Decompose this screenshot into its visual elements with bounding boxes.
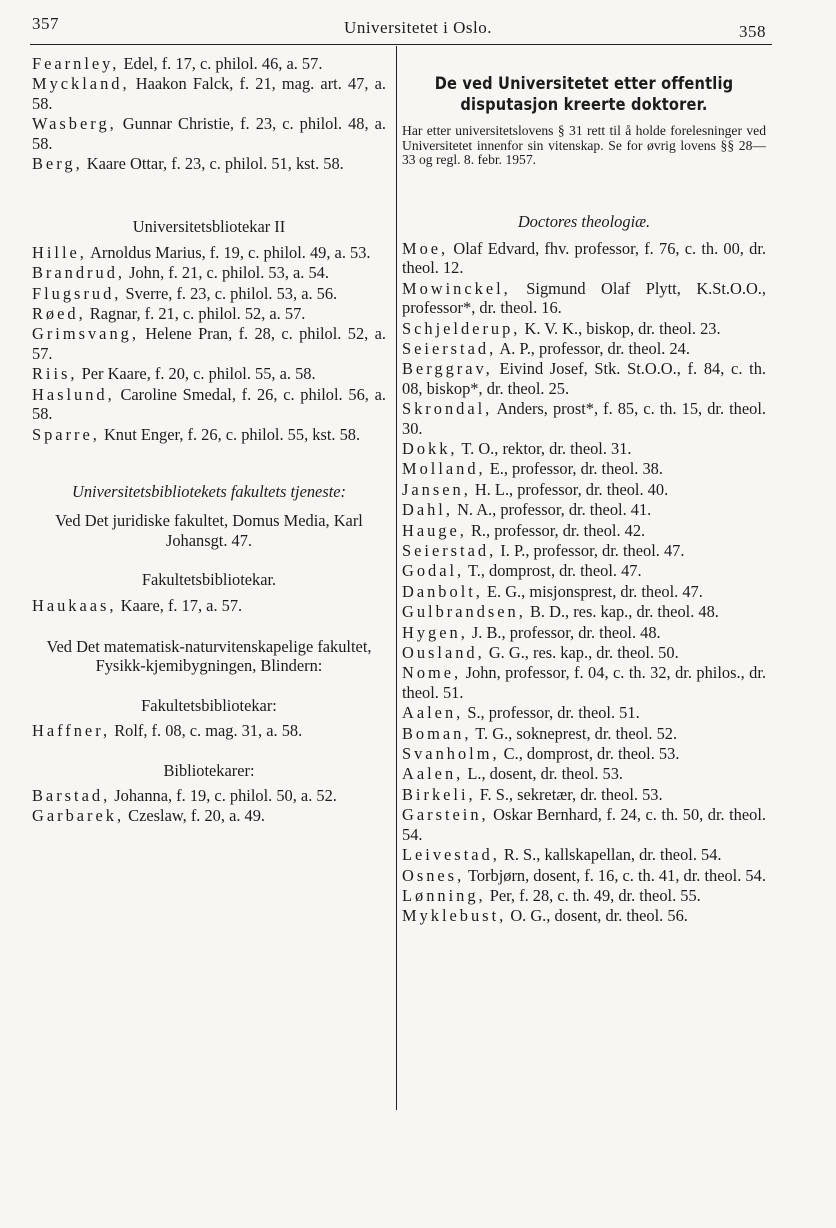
- person-name: Myklebust,: [402, 906, 507, 926]
- list-item: Fearnley, Edel, f. 17, c. philol. 46, a. 57.: [32, 54, 323, 73]
- doctors-intro: Har etter universitetslovens § 31 rett til å holde forelesninger ved Universitetet innenfor sin vitenskap. Se for øvrig lovens §§ 28—33 og regl. 8. febr. 1957.: [402, 123, 766, 167]
- person-name: Danbolt,: [402, 581, 483, 601]
- person-name: Osnes,: [402, 865, 465, 885]
- entry-list-mid: [32, 243, 386, 444]
- person-name: Røed,: [32, 304, 86, 324]
- column-divider: [396, 46, 397, 1110]
- person-name: Svanholm,: [402, 744, 500, 764]
- person-name: Berggrav,: [402, 359, 493, 379]
- person-name: Myckland,: [32, 74, 130, 94]
- list-item: Seierstad, I. P., professor, dr. theol. 47.: [402, 541, 685, 560]
- matematisk-fakultet-location: Ved Det matematisk-naturvitenskapelige fakultet, Fysikk-kjemibygningen, Blindern:: [46, 636, 372, 676]
- list-item: Myckland, Haakon Falck, f. 21, mag. art. 47, a. 58.: [32, 74, 386, 113]
- person-name: Moe,: [402, 238, 449, 258]
- list-item: Berggrav, Eivind Josef, Stk. St.O.O., f. 84, c. th. 08, biskop*, dr. theol. 25.: [402, 359, 766, 398]
- person-name: Boman,: [402, 723, 472, 743]
- list-item: Riis, Per Kaare, f. 20, c. philol. 55, a. 58.: [32, 364, 316, 384]
- person-name: Seierstad,: [402, 338, 497, 358]
- list-item: Godal, T., domprost, dr. theol. 47.: [402, 561, 642, 581]
- juridiske-fakultet-location: Ved Det juridiske fakultet, Domus Media, Karl Johansgt. 47.: [55, 511, 363, 550]
- person-name: Dahl,: [402, 500, 453, 520]
- fakultetsbibliotekar-title: Fakultetsbibliotekar.: [141, 570, 277, 590]
- person-name: Jansen,: [402, 479, 471, 499]
- person-name: Haffner,: [32, 721, 111, 741]
- list-item: Haslund, Caroline Smedal, f. 26, c. philol. 56, a. 58.: [32, 384, 386, 424]
- fakultetsbibliotekar-title-2: Fakultetsbibliotekar:: [141, 695, 277, 715]
- page-number-left: 357: [32, 14, 59, 33]
- list-item: Molland, E., professor, dr. theol. 38.: [402, 459, 663, 479]
- person-name: Mowinckel,: [402, 278, 511, 298]
- list-item: Birkeli, F. S., sekretær, dr. theol. 53.: [402, 784, 663, 804]
- list-item: Ousland, G. G., res. kap., dr. theol. 50.: [402, 643, 679, 663]
- person-name: Wasberg,: [32, 114, 117, 134]
- person-name: Seierstad,: [402, 541, 497, 560]
- list-item: Grimsvang, Helene Pran, f. 28, c. philol. 52, a. 57.: [32, 324, 386, 363]
- list-item: Hauge, R., professor, dr. theol. 42.: [402, 520, 646, 540]
- entry-list-bottom: [32, 786, 386, 826]
- list-item: Moe, Olaf Edvard, fhv. professor, f. 76, c. th. 00, dr. theol. 12.: [402, 238, 766, 278]
- person-name: Dokk,: [402, 438, 458, 458]
- person-name: Sparre,: [32, 424, 100, 444]
- person-name: Berg,: [32, 154, 83, 174]
- list-item: Garbarek, Czeslaw, f. 20, a. 49.: [32, 806, 266, 826]
- list-item: Aalen, L., dosent, dr. theol. 53.: [402, 764, 624, 784]
- list-item: Seierstad, A. P., professor, dr. theol. 24.: [402, 338, 690, 358]
- list-item: Dahl, N. A., professor, dr. theol. 41.: [402, 500, 652, 520]
- bibliotekarer-title: Bibliotekarer:: [163, 760, 255, 780]
- person-name: Riis,: [32, 364, 78, 384]
- person-name: Flugsrud,: [32, 283, 122, 303]
- list-item: Myklebust, O. G., dosent, dr. theol. 56.: [402, 906, 688, 926]
- list-item: Wasberg, Gunnar Christie, f. 23, c. philol. 48, a. 58.: [32, 114, 386, 153]
- person-name: Aalen,: [402, 703, 464, 723]
- left-column: [32, 54, 386, 826]
- person-name: Skrondal,: [402, 399, 493, 419]
- list-item: Røed, Ragnar, f. 21, c. philol. 52, a. 57.: [32, 304, 306, 324]
- person-name: Brandrud,: [32, 263, 126, 283]
- list-item: Danbolt, E. G., misjonsprest, dr. theol. 47.: [402, 581, 703, 601]
- person-name: Godal,: [402, 561, 465, 581]
- doctors-heading: De ved Universitetet etter offentlig disputasjon kreerte doktorer.: [434, 74, 734, 115]
- list-item: Skrondal, Anders, prost*, f. 85, c. th. 15, dr. theol. 30.: [402, 399, 766, 438]
- person-name: Birkeli,: [402, 784, 476, 804]
- list-item: Lønning, Per, f. 28, c. th. 49, dr. theol. 55.: [402, 885, 701, 905]
- person-name: Schjelderup,: [402, 318, 521, 338]
- person-name: Hauge,: [402, 520, 467, 540]
- person-name: Gulbrandsen,: [402, 602, 526, 622]
- person-name: Leivestad,: [402, 845, 500, 865]
- page-number-right: 358: [739, 22, 766, 41]
- list-item: Sparre, Knut Enger, f. 26, c. philol. 55, kst. 58.: [32, 424, 361, 444]
- list-item: Aalen, S., professor, dr. theol. 51.: [402, 703, 640, 723]
- person-name: Haslund,: [32, 384, 115, 404]
- section-title-bibliotekar-ii: Universitetsbliotekar II: [132, 217, 286, 237]
- list-item: Boman, T. G., sokneprest, dr. theol. 52.: [402, 723, 678, 743]
- list-item: Berg, Kaare Ottar, f. 23, c. philol. 51, kst. 58.: [32, 154, 344, 174]
- running-title: Universitetet i Oslo.: [344, 18, 492, 37]
- person-name: Lønning,: [402, 885, 486, 905]
- person-name: Hygen,: [402, 622, 468, 642]
- list-item: Hygen, J. B., professor, dr. theol. 48.: [402, 622, 661, 642]
- person-name: Grimsvang,: [32, 324, 139, 344]
- list-item: Nome, John, professor, f. 04, c. th. 32, dr. philos., dr. theol. 51.: [402, 663, 766, 702]
- list-item: Brandrud, John, f. 21, c. philol. 53, a. 54.: [32, 263, 329, 283]
- section-title-fakultets-tjeneste: Universitetsbibliotekets fakultets tjeneste:: [71, 481, 346, 501]
- person-name: Molland,: [402, 459, 486, 479]
- person-name: Garstein,: [402, 805, 489, 825]
- person-name: Nome,: [402, 663, 462, 683]
- right-column: [402, 54, 766, 926]
- list-item: Mowinckel, Sigmund Olaf Plytt, K.St.O.O., professor*, dr. theol. 16.: [402, 278, 766, 318]
- list-item: Haffner, Rolf, f. 08, c. mag. 31, a. 58.: [32, 721, 303, 741]
- list-item: Schjelderup, K. V. K., biskop, dr. theol. 23.: [402, 318, 721, 338]
- doctores-theologiae-title: Doctores theologiæ.: [517, 211, 651, 231]
- list-item: Jansen, H. L., professor, dr. theol. 40.: [402, 479, 669, 499]
- person-name: Fearnley,: [32, 54, 120, 73]
- list-item: Gulbrandsen, B. D., res. kap., dr. theol. 48.: [402, 602, 719, 622]
- doctor-list: [402, 239, 766, 926]
- list-item: Garstein, Oskar Bernhard, f. 24, c. th. 50, dr. theol. 54.: [402, 805, 766, 844]
- list-item: Dokk, T. O., rektor, dr. theol. 31.: [402, 438, 632, 458]
- list-item: Svanholm, C., domprost, dr. theol. 53.: [402, 744, 680, 764]
- list-item: Hille, Arnoldus Marius, f. 19, c. philol. 49, a. 53.: [32, 242, 371, 262]
- list-item: Barstad, Johanna, f. 19, c. philol. 50, a. 52.: [32, 785, 337, 805]
- list-item: Flugsrud, Sverre, f. 23, c. philol. 53, a. 56.: [32, 283, 338, 303]
- person-name: Barstad,: [32, 785, 111, 805]
- header-rule: [30, 44, 772, 45]
- list-item: Osnes, Torbjørn, dosent, f. 16, c. th. 41, dr. theol. 54.: [402, 865, 766, 885]
- person-name: Haukaas,: [32, 595, 117, 615]
- person-name: Hille,: [32, 242, 87, 262]
- list-item: Leivestad, R. S., kallskapellan, dr. theol. 54.: [402, 845, 722, 865]
- person-name: Garbarek,: [32, 806, 125, 826]
- person-name: Ousland,: [402, 643, 485, 663]
- person-name: Aalen,: [402, 764, 464, 784]
- entry-list-top: [32, 54, 386, 173]
- list-item: Haukaas, Kaare, f. 17, a. 57.: [32, 595, 243, 615]
